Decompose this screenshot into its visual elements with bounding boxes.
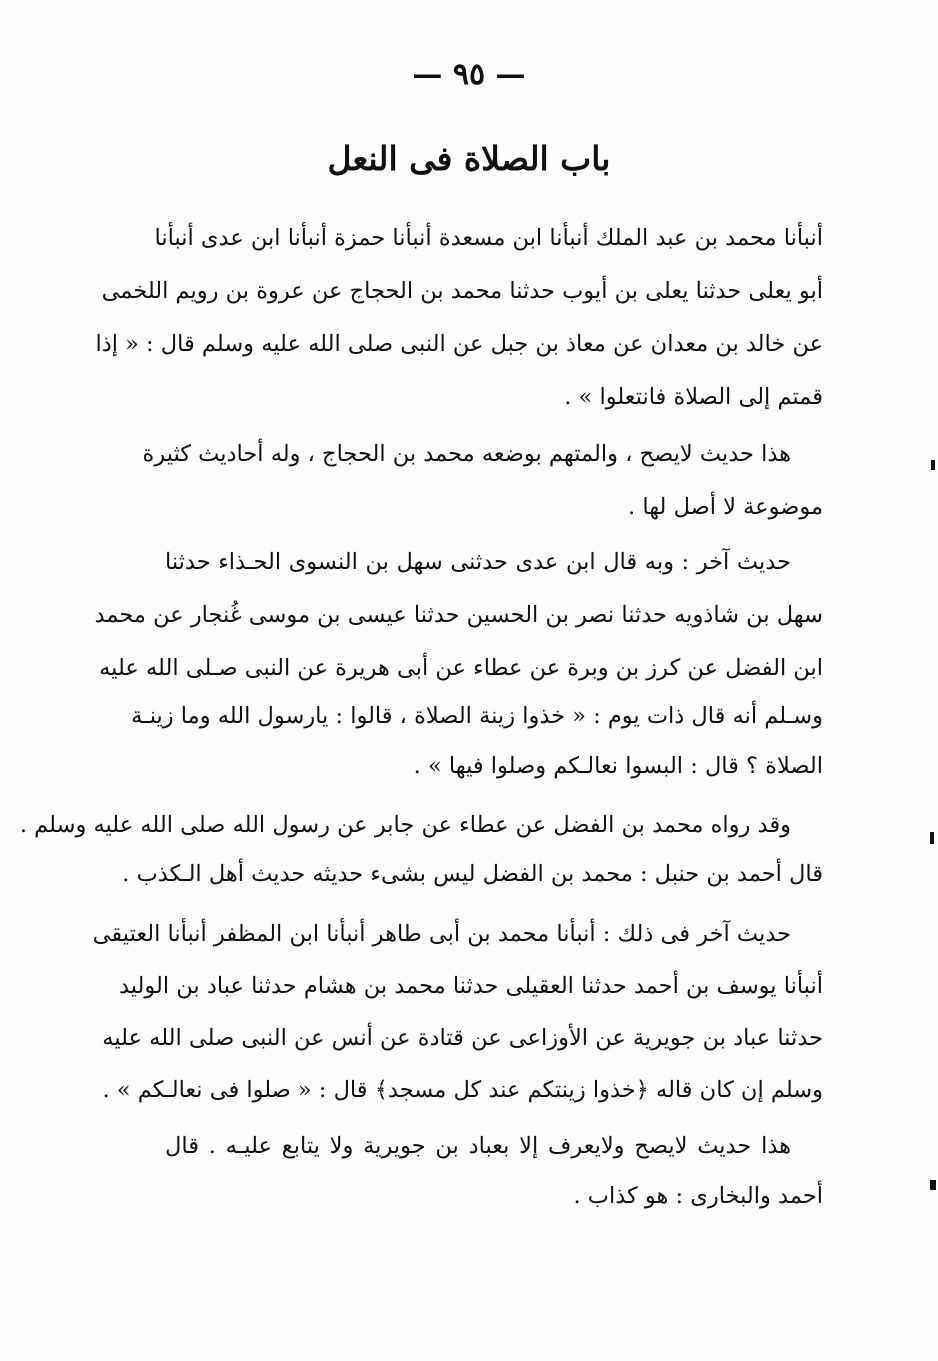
text-line: قمتم إلى الصلاة فانتعلوا » . [564,384,823,410]
text-line: وسـلم أنه قال ذات يوم : « خذوا زينة الصلاة ، قالوا : يارسول الله وما زينـة [131,703,823,729]
text-line: حديث آخر فى ذلك : أنبأنا محمد بن أبى طاهر أنبأنا ابن المظفر أنبأنا العتيقى [92,921,791,947]
text-line: حدثنا عباد بن جويرية عن الأوزاعى عن قتادة عن أنس عن النبى صلى الله عليه [102,1025,823,1051]
text-line: ابن الفضل عن كرز بن وبرة عن عطاء عن أبى هريرة عن النبى صـلى الله عليه [99,655,823,681]
text-line: أنبأنا محمد بن عبد الملك أنبأنا ابن مسعدة أنبأنا حمزة أنبأنا ابن عدى أنبأنا [154,225,823,251]
text-line: عن خالد بن معدان عن معاذ بن جبل عن النبى صلى الله عليه وسلم قال : « إذا [95,331,823,357]
scan-mark [930,832,934,844]
text-line: موضوعة لا أصل لها . [628,494,823,520]
text-line: سهل بن شاذويه حدثنا نصر بن الحسين حدثنا عيسى بن موسى غُنجار عن محمد [94,602,823,628]
text-line: حديث آخر : وبه قال ابن عدى حدثنى سهل بن النسوى الحـذاء حدثنا [165,549,791,575]
text-line: أحمد والبخارى : هو كذاب . [573,1183,823,1209]
text-line: وقد رواه محمد بن الفضل عن عطاء عن جابر عن رسول الله صلى الله عليه وسلم . [19,812,791,838]
text-line: قال أحمد بن حنبل : محمد بن الفضل ليس بشىء حديثه حديث أهل الـكذب . [122,861,823,887]
text-line: هذا حديث لايصح ولايعرف إلا بعباد بن جويرية ولا يتابع عليـه . قال [165,1133,791,1159]
text-line: أنبأنا يوسف بن أحمد حدثنا العقيلى حدثنا محمد بن هشام حدثنا عباد بن الوليد [118,973,823,999]
text-line: هذا حديث لايصح ، والمتهم بوضعه محمد بن الحجاج ، وله أحاديث كثيرة [142,441,791,467]
scan-mark [931,460,935,470]
text-line: الصلاة ؟ قال : البسوا نعالـكم وصلوا فيها » . [413,753,823,779]
chapter-title: باب الصلاة فى النعل [327,139,611,178]
text-line: وسلم إن كان قاله ﴿خذوا زينتكم عند كل مسجد﴾ قال : « صلوا فى نعالـكم » . [102,1077,823,1103]
page-number: — ٩٥ — [412,57,526,92]
scan-mark [930,1180,936,1190]
text-line: أبو يعلى حدثنا يعلى بن أيوب حدثنا محمد بن الحجاج عن عروة بن رويم اللخمى [101,278,823,304]
